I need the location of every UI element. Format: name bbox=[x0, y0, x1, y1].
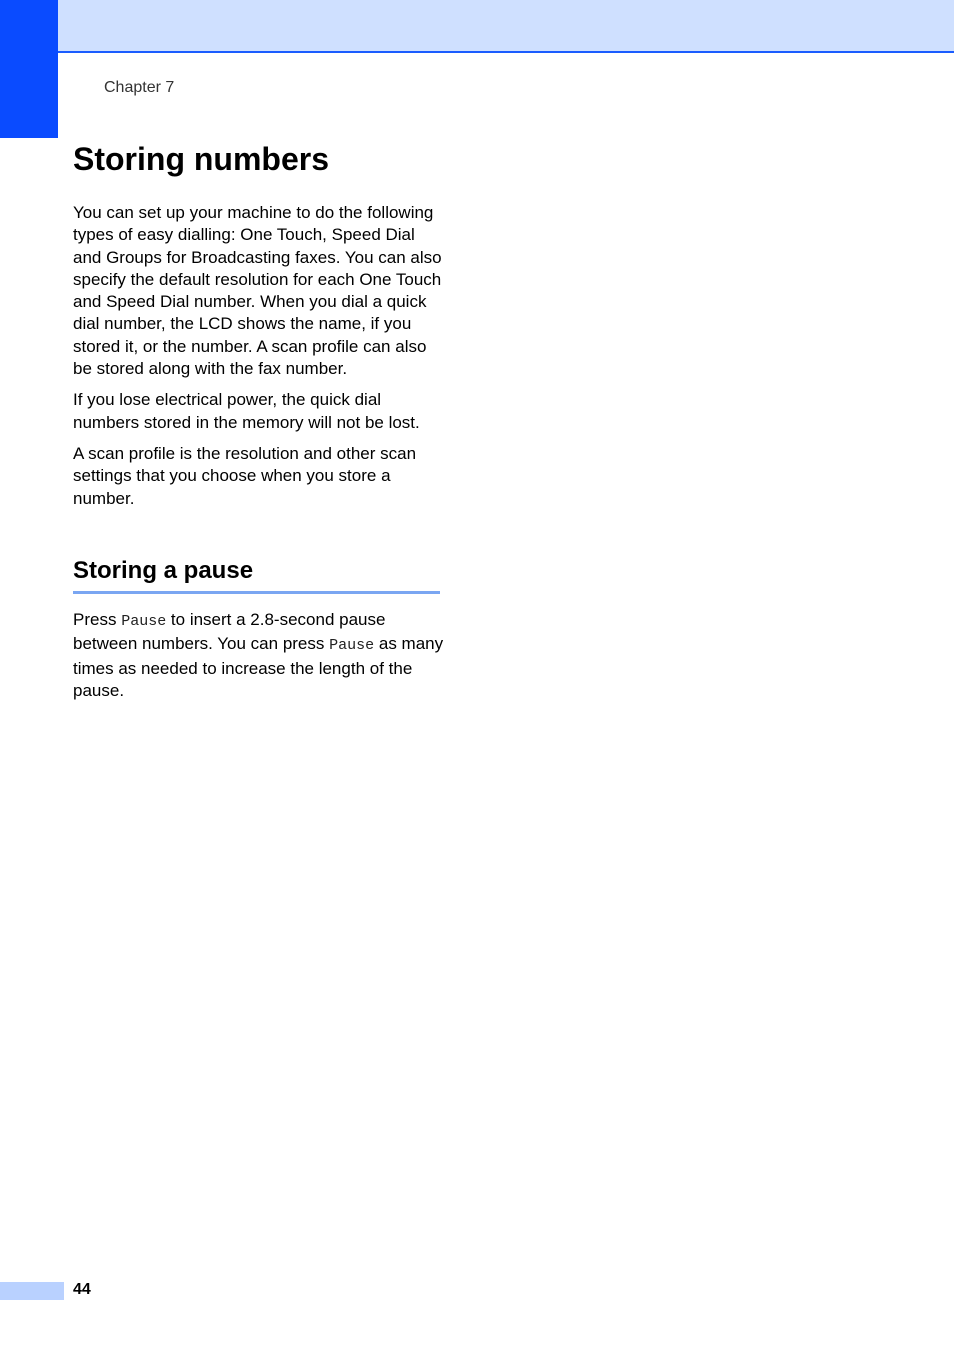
pause-text-1: Press bbox=[73, 610, 122, 629]
header-band bbox=[58, 0, 954, 53]
paragraph-pause bbox=[73, 609, 445, 702]
paragraph-scan-profile: A scan profile is the resolution and other scan settings that you choose when you store a number. bbox=[73, 443, 417, 508]
page-title: Storing numbers bbox=[73, 141, 330, 177]
paragraph-power-loss: If you lose electrical power, the quick dial numbers stored in the memory will not be lost. bbox=[73, 390, 420, 432]
pause-text-2: to insert a 2.8-second pause between numbers. You can press bbox=[73, 610, 386, 654]
paragraph-easy-dialling: You can set up your machine to do the following types of easy dialling: One Touch, Speed Dial and Groups for Broadcasting faxes. You can also specify the default resolution for each One Touch and Speed Dial number. When you dial a quick dial number, the LCD shows the name, if you stored it, or the number. A scan profile can also be stored along with the fax number. bbox=[73, 203, 442, 379]
pause-body bbox=[73, 609, 445, 702]
pause-key: Pause bbox=[121, 613, 167, 630]
section-heading: Storing a pause bbox=[73, 557, 440, 594]
pause-text-3: as many times as needed to increase the length of the pause. bbox=[73, 634, 444, 700]
footer-bar bbox=[0, 1282, 64, 1300]
chapter-tab bbox=[0, 0, 58, 138]
chapter-label: Chapter 7 bbox=[104, 79, 175, 96]
intro-body bbox=[73, 202, 445, 519]
pause-key: Pause bbox=[329, 637, 375, 655]
page-number: 44 bbox=[73, 1281, 91, 1298]
